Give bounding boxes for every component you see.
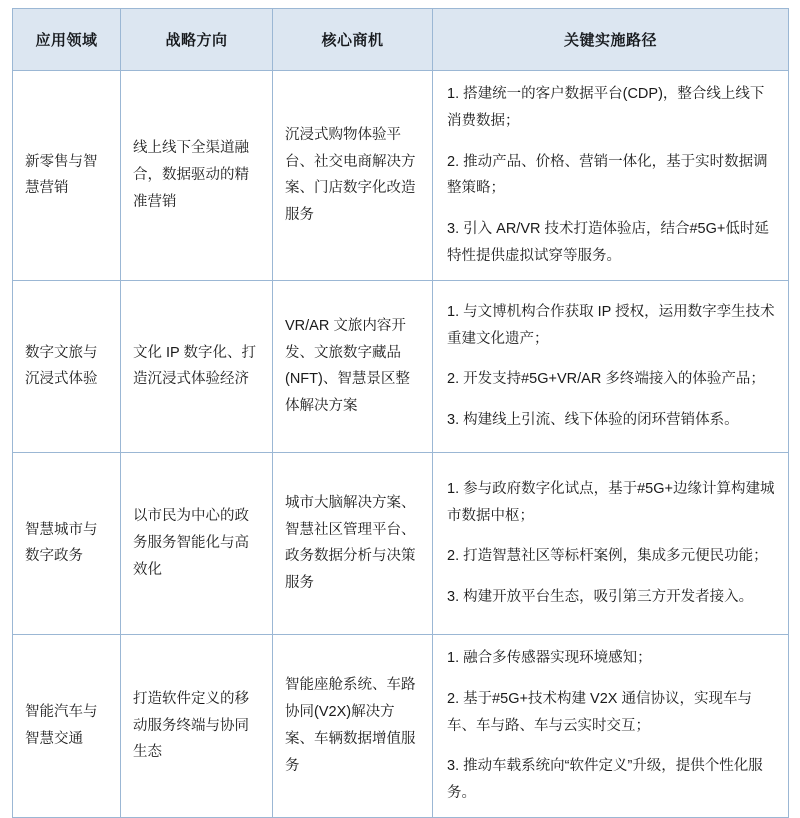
cell-domain: 新零售与智慧营销 <box>13 71 121 281</box>
cell-paths <box>433 280 789 452</box>
path-item: 2. 打造智慧社区等标杆案例，集成多元便民功能； <box>447 548 768 565</box>
strategy-matrix-table <box>12 8 789 818</box>
path-item: 1. 搭建统一的客户数据平台(CDP)，整合线上线下消费数据； <box>447 86 765 129</box>
table-row <box>13 71 789 281</box>
path-item: 1. 融合多传感器实现环境感知； <box>447 649 652 666</box>
path-item: 1. 与文博机构合作获取 IP 授权，运用数字孪生技术重建文化遗产； <box>447 303 775 347</box>
path-item: 2. 推动产品、价格、营销一体化，基于实时数据调整策略； <box>447 153 768 197</box>
cell-opportunity: 智能座舱系统、车路协同(V2X)解决方案、车辆数据增值服务 <box>273 634 433 817</box>
cell-opportunity: VR/AR 文旅内容开发、文旅数字藏品(NFT)、智慧景区整体解决方案 <box>273 280 433 452</box>
cell-opportunity: 沉浸式购物体验平台、社交电商解决方案、门店数字化改造服务 <box>273 71 433 281</box>
cell-direction: 打造软件定义的移动服务终端与协同生态 <box>121 634 273 817</box>
cell-paths <box>433 452 789 634</box>
cell-direction: 以市民为中心的政务服务智能化与高效化 <box>121 452 273 634</box>
path-item: 2. 基于#5G+技术构建 V2X 通信协议，实现车与车、车与路、车与云实时交互； <box>447 690 752 734</box>
column-header-domain: 应用领域 <box>13 9 121 71</box>
table-row <box>13 280 789 452</box>
table-body <box>13 71 789 818</box>
path-item: 1. 参与政府数字化试点，基于#5G+边缘计算构建城市数据中枢； <box>447 480 775 524</box>
table-row <box>13 634 789 817</box>
column-header-opportunity: 核心商机 <box>273 9 433 71</box>
table-row <box>13 452 789 634</box>
cell-paths <box>433 71 789 281</box>
cell-paths <box>433 634 789 817</box>
cell-opportunity: 城市大脑解决方案、智慧社区管理平台、政务数据分析与决策服务 <box>273 452 433 634</box>
path-item: 3. 推动车载系统向“软件定义”升级，提供个性化服务。 <box>447 758 763 802</box>
path-item: 3. 构建开放平台生态，吸引第三方开发者接入。 <box>447 589 754 606</box>
cell-direction: 文化 IP 数字化、打造沉浸式体验经济 <box>121 280 273 452</box>
path-item: 3. 引入 AR/VR 技术打造体验店，结合#5G+低时延特性提供虚拟试穿等服务。 <box>447 221 769 265</box>
cell-domain: 智慧城市与数字政务 <box>13 452 121 634</box>
path-item: 3. 构建线上引流、线下体验的闭环营销体系。 <box>447 412 739 429</box>
column-header-direction: 战略方向 <box>121 9 273 71</box>
path-item: 2. 开发支持#5G+VR/AR 多终端接入的体验产品； <box>447 371 765 388</box>
cell-direction: 线上线下全渠道融合，数据驱动的精准营销 <box>121 71 273 281</box>
cell-domain: 数字文旅与沉浸式体验 <box>13 280 121 452</box>
cell-domain: 智能汽车与智慧交通 <box>13 634 121 817</box>
table-header <box>13 9 789 71</box>
column-header-paths: 关键实施路径 <box>433 9 789 71</box>
table-header-row <box>13 9 789 71</box>
